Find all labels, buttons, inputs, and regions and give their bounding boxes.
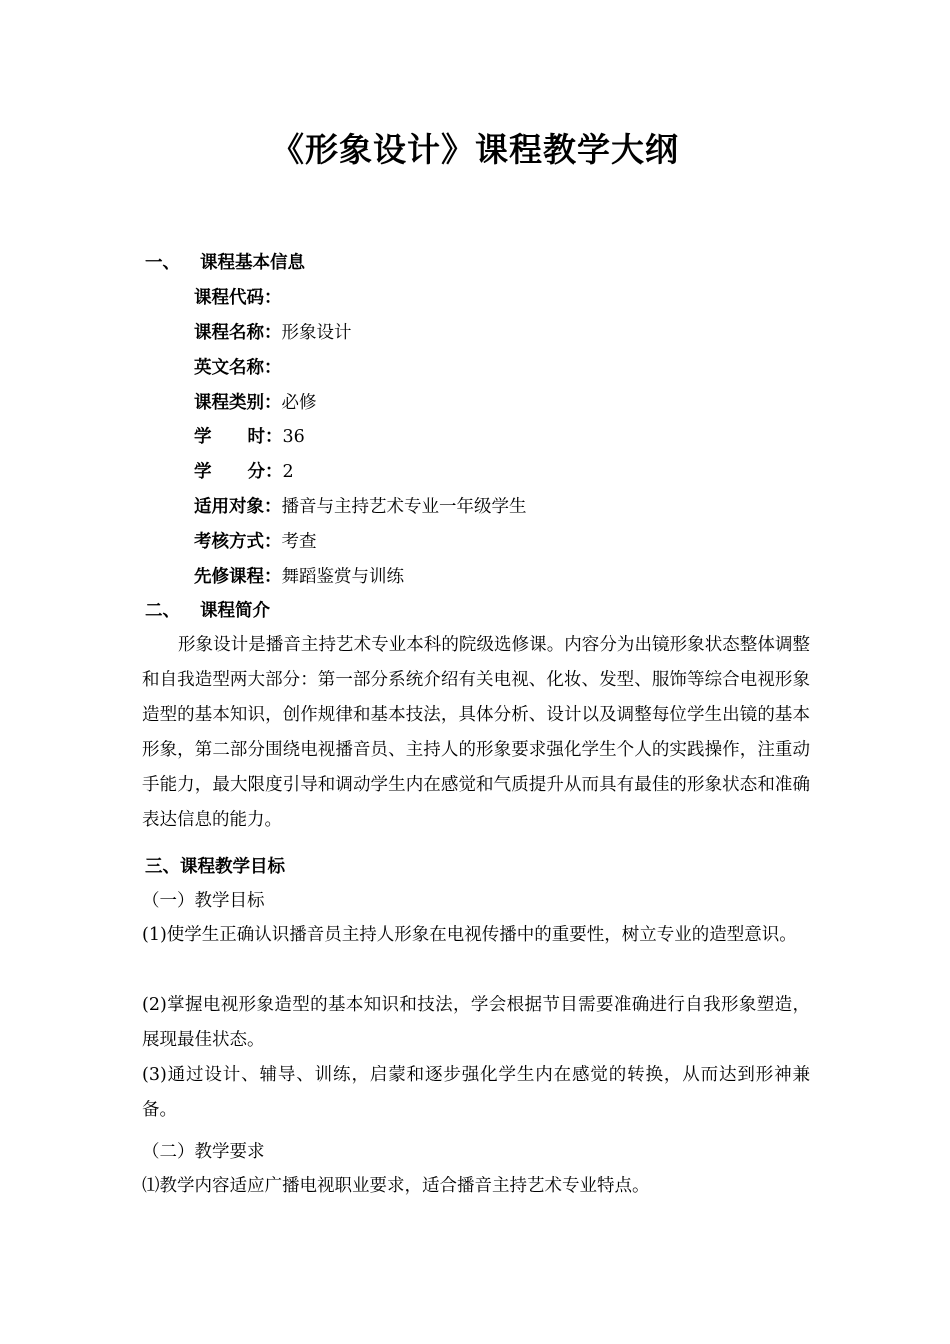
field-label: 考核方式： [194, 532, 282, 552]
section1-heading-number: 一、 [145, 253, 180, 273]
field-english-name [194, 356, 282, 380]
field-label-part-a: 学 [194, 427, 212, 447]
field-label: 适用对象： [194, 497, 282, 517]
section2-heading [145, 599, 270, 623]
field-credits [194, 460, 294, 484]
objective-item-1: (1)使学生正确认识播音员主持人形象在电视传播中的重要性，树立专业的造型意识。 [142, 925, 797, 945]
requirement-item-1: ⑴教学内容适应广播电视职业要求，适合播音主持艺术专业特点。 [142, 1176, 650, 1196]
field-prerequisite [194, 565, 404, 589]
section1-heading [145, 251, 305, 275]
section2-heading-number: 二、 [145, 601, 180, 621]
field-label: 先修课程： [194, 567, 282, 587]
section3-subheading-objectives: （一）教学目标 [142, 891, 265, 911]
field-label: 课程名称： [194, 323, 282, 343]
field-value: 2 [282, 462, 294, 482]
field-label-part-b: 时： [247, 427, 283, 447]
field-value: 舞蹈鉴赏与训练 [281, 567, 404, 587]
document-title: 《形象设计》课程教学大纲 [271, 130, 679, 169]
field-value: 播音与主持艺术专业一年级学生 [281, 497, 527, 517]
field-label: 课程类别： [194, 393, 282, 413]
field-hours [194, 425, 305, 449]
section1-heading-text: 课程基本信息 [200, 253, 305, 273]
objective-item-2: (2)掌握电视形象造型的基本知识和技法，学会根据节目需要准确进行自我形象塑造，展现最佳状态。 [142, 995, 810, 1050]
field-assessment [194, 530, 317, 554]
section3-heading: 三、课程教学目标 [145, 857, 285, 877]
field-label: 课程代码： [194, 288, 282, 308]
field-course-name [194, 321, 352, 345]
field-value: 必修 [281, 393, 317, 413]
section2-paragraph: 形象设计是播音主持艺术专业本科的院级选修课。内容分为出镜形象状态整体调整和自我造型两大部分：第一部分系统介绍有关电视、化妆、发型、服饰等综合电视形象造型的基本知识，创作规律和基本技法，具体分析、设计以及调整每位学生出镜的基本形象，第二部分围绕电视播音员、主持人的形象要求强化学生个人的实践操作，注重动手能力，最大限度引导和调动学生内在感觉和气质提升从而具有最佳的形象状态和准确表达信息的能力。 [142, 635, 810, 830]
field-value: 考查 [281, 532, 317, 552]
field-label-part-b: 分： [247, 462, 283, 482]
objective-item-3: (3)通过设计、辅导、训练，启蒙和逐步强化学生内在感觉的转换，从而达到形神兼备。 [142, 1065, 810, 1120]
field-course-code [194, 286, 282, 310]
field-value: 36 [282, 427, 305, 447]
section3-subheading-requirements: （二）教学要求 [142, 1142, 265, 1162]
section2-heading-text: 课程简介 [200, 601, 270, 621]
field-value: 形象设计 [281, 323, 352, 343]
field-label: 英文名称： [194, 358, 282, 378]
field-course-category [194, 391, 317, 415]
field-label-part-a: 学 [194, 462, 212, 482]
field-target-audience [194, 495, 527, 519]
